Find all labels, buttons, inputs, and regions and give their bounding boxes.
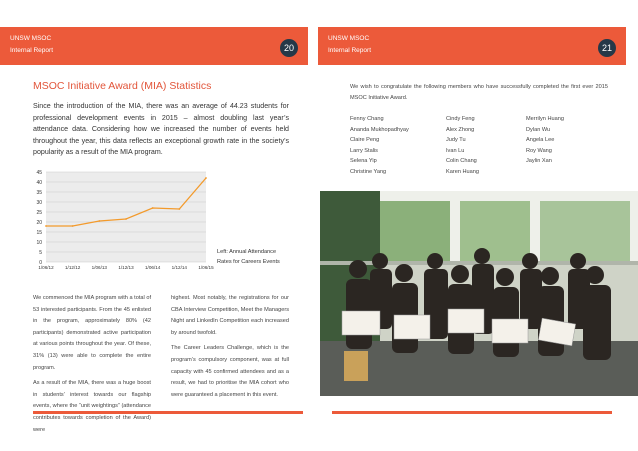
- y-tick-label: 40: [36, 179, 42, 186]
- member-name: Dylan Wu: [526, 126, 551, 133]
- member-name: Christine Yang: [350, 168, 387, 175]
- congratulations-text: We wish to congratulate the following members who have successfully completed the first ever 2015 MSOC Initiative Award.: [350, 84, 608, 101]
- data-point: [72, 225, 74, 227]
- plot-area: [46, 172, 206, 262]
- y-tick-label: 45: [36, 169, 42, 176]
- member-name: Selena Yip: [350, 158, 377, 165]
- member-name: Judy Tu: [446, 137, 466, 144]
- section-title: MSOC Initiative Award (MIA) Statistics: [33, 80, 212, 92]
- body-column-2: [171, 293, 289, 405]
- page-number-badge: 21: [598, 39, 616, 57]
- header-report: Internal Report: [328, 47, 371, 54]
- y-tick-label: 35: [36, 189, 42, 196]
- attendance-line-chart: [30, 170, 212, 272]
- header-org: UNSW MSOC: [10, 35, 52, 42]
- data-point: [45, 225, 47, 227]
- page-number-badge: 20: [280, 39, 298, 57]
- x-tick-label: 1/06/12: [38, 265, 54, 270]
- member-name: Roy Wang: [526, 147, 552, 154]
- member-name: Merrilyn Huang: [526, 116, 564, 122]
- member-name: Claire Peng: [350, 137, 380, 144]
- y-tick-label: 10: [36, 239, 42, 246]
- x-tick-label: 1/12/12: [65, 265, 81, 270]
- data-point: [205, 177, 207, 179]
- page-header: [0, 27, 308, 65]
- member-name: Colin Chang: [446, 158, 477, 165]
- group-photo: [320, 191, 638, 396]
- x-tick-label: 1/06/13: [91, 265, 107, 270]
- member-name: Jaylin Xan: [526, 158, 552, 165]
- member-name: Alex Zhong: [446, 126, 475, 133]
- data-point: [178, 208, 180, 210]
- footer-rule: [332, 411, 612, 414]
- y-tick-label: 15: [36, 229, 42, 236]
- y-tick-label: 30: [36, 199, 42, 206]
- footer-rule: [33, 411, 303, 414]
- x-tick-label: 1/06/14: [145, 265, 161, 270]
- names-column-2: [446, 114, 479, 178]
- member-name: Ivan Lu: [446, 147, 465, 154]
- x-tick-label: 1/12/14: [171, 265, 187, 270]
- intro-paragraph: Since the introduction of the MIA, there was an average of 44.23 students for professional development events in 2015 – almost doubling last year’s attendance data. Considering how we increased the number of events held throughout the year, this data reflects an exceptional growth rate in the society’s popularity as a result of the MIA program.: [33, 102, 289, 156]
- member-name: Ananda Mukhopadhyay: [350, 126, 409, 133]
- x-tick-label: 1/12/13: [118, 265, 134, 270]
- body-paragraph: As a result of the MIA, there was a huge boost in students’ interest towards our flagship events, where the “unit weightings” (attendance contributes towards completion of the Award) were: [33, 380, 151, 433]
- names-column-3: [526, 114, 564, 167]
- x-tick-label: 1/06/15: [198, 265, 214, 270]
- data-point: [98, 220, 100, 222]
- member-name: Cindy Feng: [446, 116, 475, 122]
- names-column-1: [350, 114, 409, 178]
- page-header: [318, 27, 626, 65]
- y-tick-label: 20: [36, 219, 42, 226]
- data-point: [125, 218, 127, 220]
- y-tick-label: 5: [39, 249, 42, 256]
- y-tick-label: 25: [36, 209, 42, 216]
- body-paragraph: highest. Most notably, the registrations for our CBA Interview Competition, Meet the Managers Night and LinkedIn Competition each increased by around twofold.: [171, 295, 289, 336]
- member-name: Karen Huang: [446, 168, 479, 175]
- member-name: Angela Lee: [526, 137, 555, 144]
- body-paragraph: The Career Leaders Challenge, which is the program’s compulsory component, was at full capacity with 45 confirmed attendees and as a result, we had to prioritise the MIA cohort who were guaranteed a placement in this event.: [171, 345, 289, 398]
- left-page: [0, 0, 308, 451]
- header-report: Internal Report: [10, 47, 53, 54]
- chart-caption: Left: Annual Attendance Rates for Careers Events: [217, 249, 280, 265]
- member-name: Larry Stalis: [350, 147, 378, 154]
- data-point: [152, 207, 154, 209]
- body-column-1: [33, 293, 151, 440]
- header-org: UNSW MSOC: [328, 35, 370, 42]
- member-name: Fenny Chang: [350, 116, 384, 122]
- y-tick-label: 0: [39, 259, 42, 266]
- body-paragraph: We commenced the MIA program with a total of 53 interested participants. From the 45 enlisted in the program, approximately 80% (42 participants) demonstrated active participation at various points throughout the year. Of these, 31% (13) were able to complete the entire program.: [33, 295, 151, 371]
